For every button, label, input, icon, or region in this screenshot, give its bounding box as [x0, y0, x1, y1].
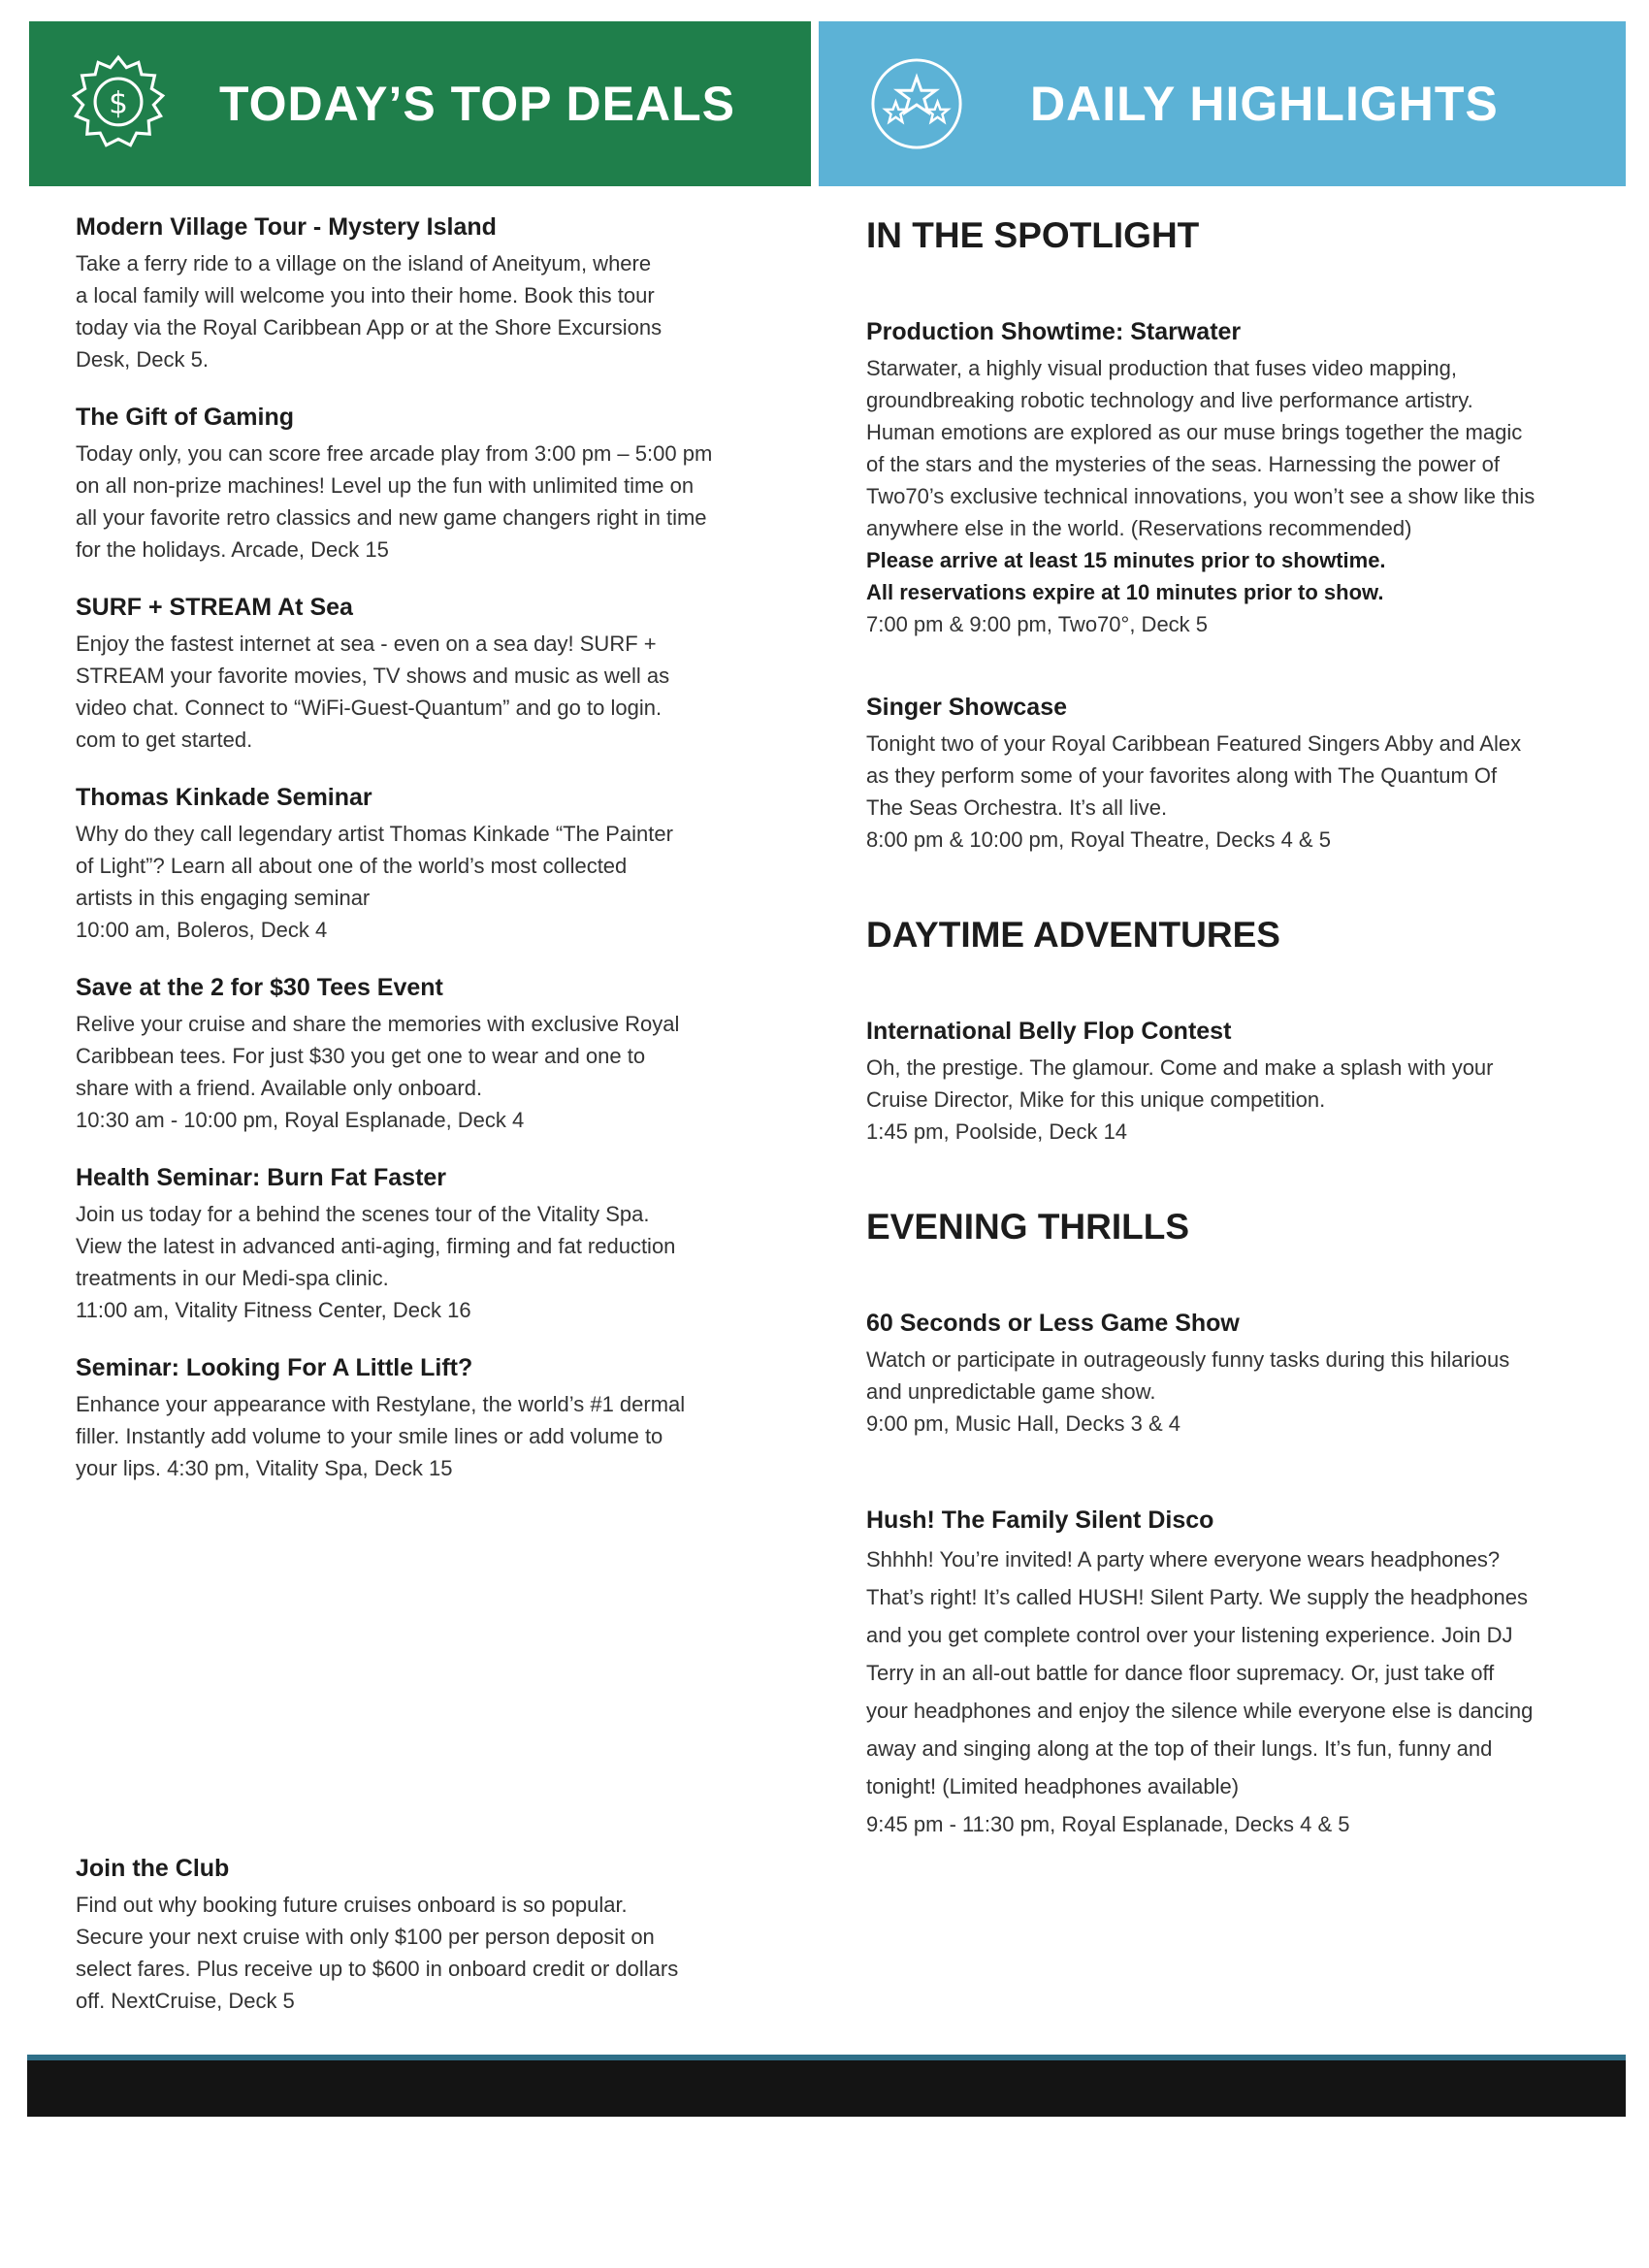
highlight-title: International Belly Flop Contest: [866, 1018, 1232, 1045]
highlight-item: [866, 692, 1623, 856]
stars-circle-icon: [869, 56, 964, 151]
deal-line: 10:00 am, Boleros, Deck 4: [76, 918, 328, 942]
daytime-heading: DAYTIME ADVENTURES: [866, 915, 1280, 955]
deal-item: [76, 211, 774, 375]
highlight-line: tonight! (Limited headphones available): [866, 1774, 1240, 1798]
deal-line: Enhance your appearance with Restylane, the world’s #1 dermal: [76, 1392, 686, 1416]
highlight-title: Singer Showcase: [866, 694, 1068, 721]
deal-line: Desk, Deck 5.: [76, 347, 209, 372]
top-deals-banner: [29, 21, 811, 186]
highlight-note: Please arrive at least 15 minutes prior to showtime.: [866, 548, 1386, 572]
deal-line: artists in this engaging seminar: [76, 886, 371, 910]
dollar-badge-icon: [68, 53, 169, 154]
highlight-line: anywhere else in the world. (Reservations recommended): [866, 516, 1412, 540]
highlight-item: [866, 1505, 1623, 1843]
highlight-line: 9:00 pm, Music Hall, Decks 3 & 4: [866, 1411, 1181, 1436]
deal-title: Save at the 2 for $30 Tees Event: [76, 974, 443, 1001]
deal-line: a local family will welcome you into their home. Book this tour: [76, 283, 655, 308]
highlight-line: Cruise Director, Mike for this unique competition.: [866, 1087, 1326, 1112]
daily-highlights-banner: [819, 21, 1626, 186]
deal-line: Take a ferry ride to a village on the island of Aneityum, where: [76, 251, 652, 275]
highlight-line: Shhhh! You’re invited! A party where everyone wears headphones?: [866, 1547, 1501, 1571]
highlight-line: The Seas Orchestra. It’s all live.: [866, 795, 1168, 820]
deal-line: all your favorite retro classics and new game changers right in time: [76, 505, 707, 530]
highlight-item: [866, 1016, 1623, 1148]
deal-line: Enjoy the fastest internet at sea - even on a sea day! SURF +: [76, 632, 657, 656]
highlight-item: [866, 316, 1623, 640]
deal-line: 10:30 am - 10:00 pm, Royal Esplanade, Deck 4: [76, 1108, 525, 1132]
deal-line: Relive your cruise and share the memories with exclusive Royal: [76, 1012, 680, 1036]
highlight-line: Watch or participate in outrageously funny tasks during this hilarious: [866, 1347, 1510, 1372]
highlight-line: as they perform some of your favorites along with The Quantum Of: [866, 763, 1498, 788]
deal-title: Thomas Kinkade Seminar: [76, 784, 372, 811]
deals-column: [76, 211, 774, 1510]
club-line: Secure your next cruise with only $100 per person deposit on: [76, 1925, 655, 1949]
deal-line: treatments in our Medi-spa clinic.: [76, 1266, 389, 1290]
highlight-line: Two70’s exclusive technical innovations, you won’t see a show like this: [866, 484, 1536, 508]
deal-line: for the holidays. Arcade, Deck 15: [76, 537, 389, 562]
highlight-line: of the stars and the mysteries of the seas. Harnessing the power of: [866, 452, 1501, 476]
deal-line: Caribbean tees. For just $30 you get one to wear and one to: [76, 1044, 646, 1068]
highlight-line: 1:45 pm, Poolside, Deck 14: [866, 1119, 1128, 1144]
daily-highlights-title: DAILY HIGHLIGHTS: [1030, 77, 1499, 131]
deal-line: View the latest in advanced anti-aging, firming and fat reduction: [76, 1234, 676, 1258]
highlight-note: All reservations expire at 10 minutes prior to show.: [866, 580, 1384, 604]
deal-title: Modern Village Tour - Mystery Island: [76, 213, 497, 241]
club-line: select fares. Plus receive up to $600 in onboard credit or dollars: [76, 1957, 679, 1981]
deal-line: Why do they call legendary artist Thomas Kinkade “The Painter: [76, 822, 673, 846]
join-club-item: [76, 1853, 774, 2017]
highlight-line: That’s right! It’s called HUSH! Silent Party. We supply the headphones: [866, 1585, 1528, 1609]
deal-item: [76, 972, 774, 1136]
deal-line: Join us today for a behind the scenes tour of the Vitality Spa.: [76, 1202, 650, 1226]
deal-item: [76, 1162, 774, 1326]
deal-line: on all non-prize machines! Level up the fun with unlimited time on: [76, 473, 695, 498]
highlight-line: Starwater, a highly visual production that fuses video mapping,: [866, 356, 1458, 380]
deal-line: your lips. 4:30 pm, Vitality Spa, Deck 15: [76, 1456, 453, 1480]
highlight-line: and you get complete control over your listening experience. Join DJ: [866, 1623, 1513, 1647]
highlight-time: 7:00 pm & 9:00 pm, Two70°, Deck 5: [866, 612, 1209, 636]
deal-title: The Gift of Gaming: [76, 404, 294, 431]
deal-item: [76, 782, 774, 946]
deal-item: [76, 1352, 774, 1484]
deal-title: Health Seminar: Burn Fat Faster: [76, 1164, 447, 1191]
highlight-item: [866, 1308, 1623, 1440]
highlight-title: 60 Seconds or Less Game Show: [866, 1310, 1240, 1337]
footer-bar: [27, 2055, 1626, 2117]
deal-line: share with a friend. Available only onboard.: [76, 1076, 483, 1100]
deal-item: [76, 592, 774, 756]
club-line: Find out why booking future cruises onboard is so popular.: [76, 1893, 628, 1917]
top-deals-title: TODAY’S TOP DEALS: [219, 77, 735, 131]
club-title: Join the Club: [76, 1855, 230, 1882]
highlight-line: Terry in an all-out battle for dance floor supremacy. Or, just take off: [866, 1661, 1495, 1685]
highlight-line: Oh, the prestige. The glamour. Come and make a splash with your: [866, 1055, 1494, 1080]
deal-title: SURF + STREAM At Sea: [76, 594, 353, 621]
highlight-line: away and singing along at the top of their lungs. It’s fun, funny and: [866, 1736, 1493, 1761]
svg-text:$: $: [109, 85, 128, 121]
highlight-line: Tonight two of your Royal Caribbean Featured Singers Abby and Alex: [866, 731, 1522, 756]
deal-line: Today only, you can score free arcade play from 3:00 pm – 5:00 pm: [76, 441, 713, 466]
deal-line: com to get started.: [76, 728, 253, 752]
deal-line: of Light”? Learn all about one of the world’s most collected: [76, 854, 628, 878]
highlight-title: Production Showtime: Starwater: [866, 318, 1242, 345]
highlight-title: Hush! The Family Silent Disco: [866, 1507, 1214, 1534]
deal-item: [76, 402, 774, 566]
deal-line: video chat. Connect to “WiFi-Guest-Quantum” and go to login.: [76, 696, 663, 720]
evening-heading: EVENING THRILLS: [866, 1207, 1190, 1247]
deal-line: 11:00 am, Vitality Fitness Center, Deck 16: [76, 1298, 471, 1322]
deal-line: today via the Royal Caribbean App or at the Shore Excursions: [76, 315, 663, 340]
spotlight-heading: IN THE SPOTLIGHT: [866, 215, 1200, 255]
highlight-line: 8:00 pm & 10:00 pm, Royal Theatre, Decks 4 & 5: [866, 827, 1331, 852]
highlights-column: [866, 211, 1623, 1869]
deal-title: Seminar: Looking For A Little Lift?: [76, 1354, 473, 1381]
deal-line: filler. Instantly add volume to your smile lines or add volume to: [76, 1424, 663, 1448]
highlight-line: Human emotions are explored as our muse brings together the magic: [866, 420, 1523, 444]
highlight-line: groundbreaking robotic technology and live performance artistry.: [866, 388, 1473, 412]
highlight-line: and unpredictable game show.: [866, 1379, 1156, 1404]
highlight-line: 9:45 pm - 11:30 pm, Royal Esplanade, Decks 4 & 5: [866, 1812, 1350, 1836]
club-line: off. NextCruise, Deck 5: [76, 1989, 295, 2013]
highlight-line: your headphones and enjoy the silence while everyone else is dancing: [866, 1699, 1534, 1723]
deal-line: STREAM your favorite movies, TV shows and music as well as: [76, 664, 670, 688]
